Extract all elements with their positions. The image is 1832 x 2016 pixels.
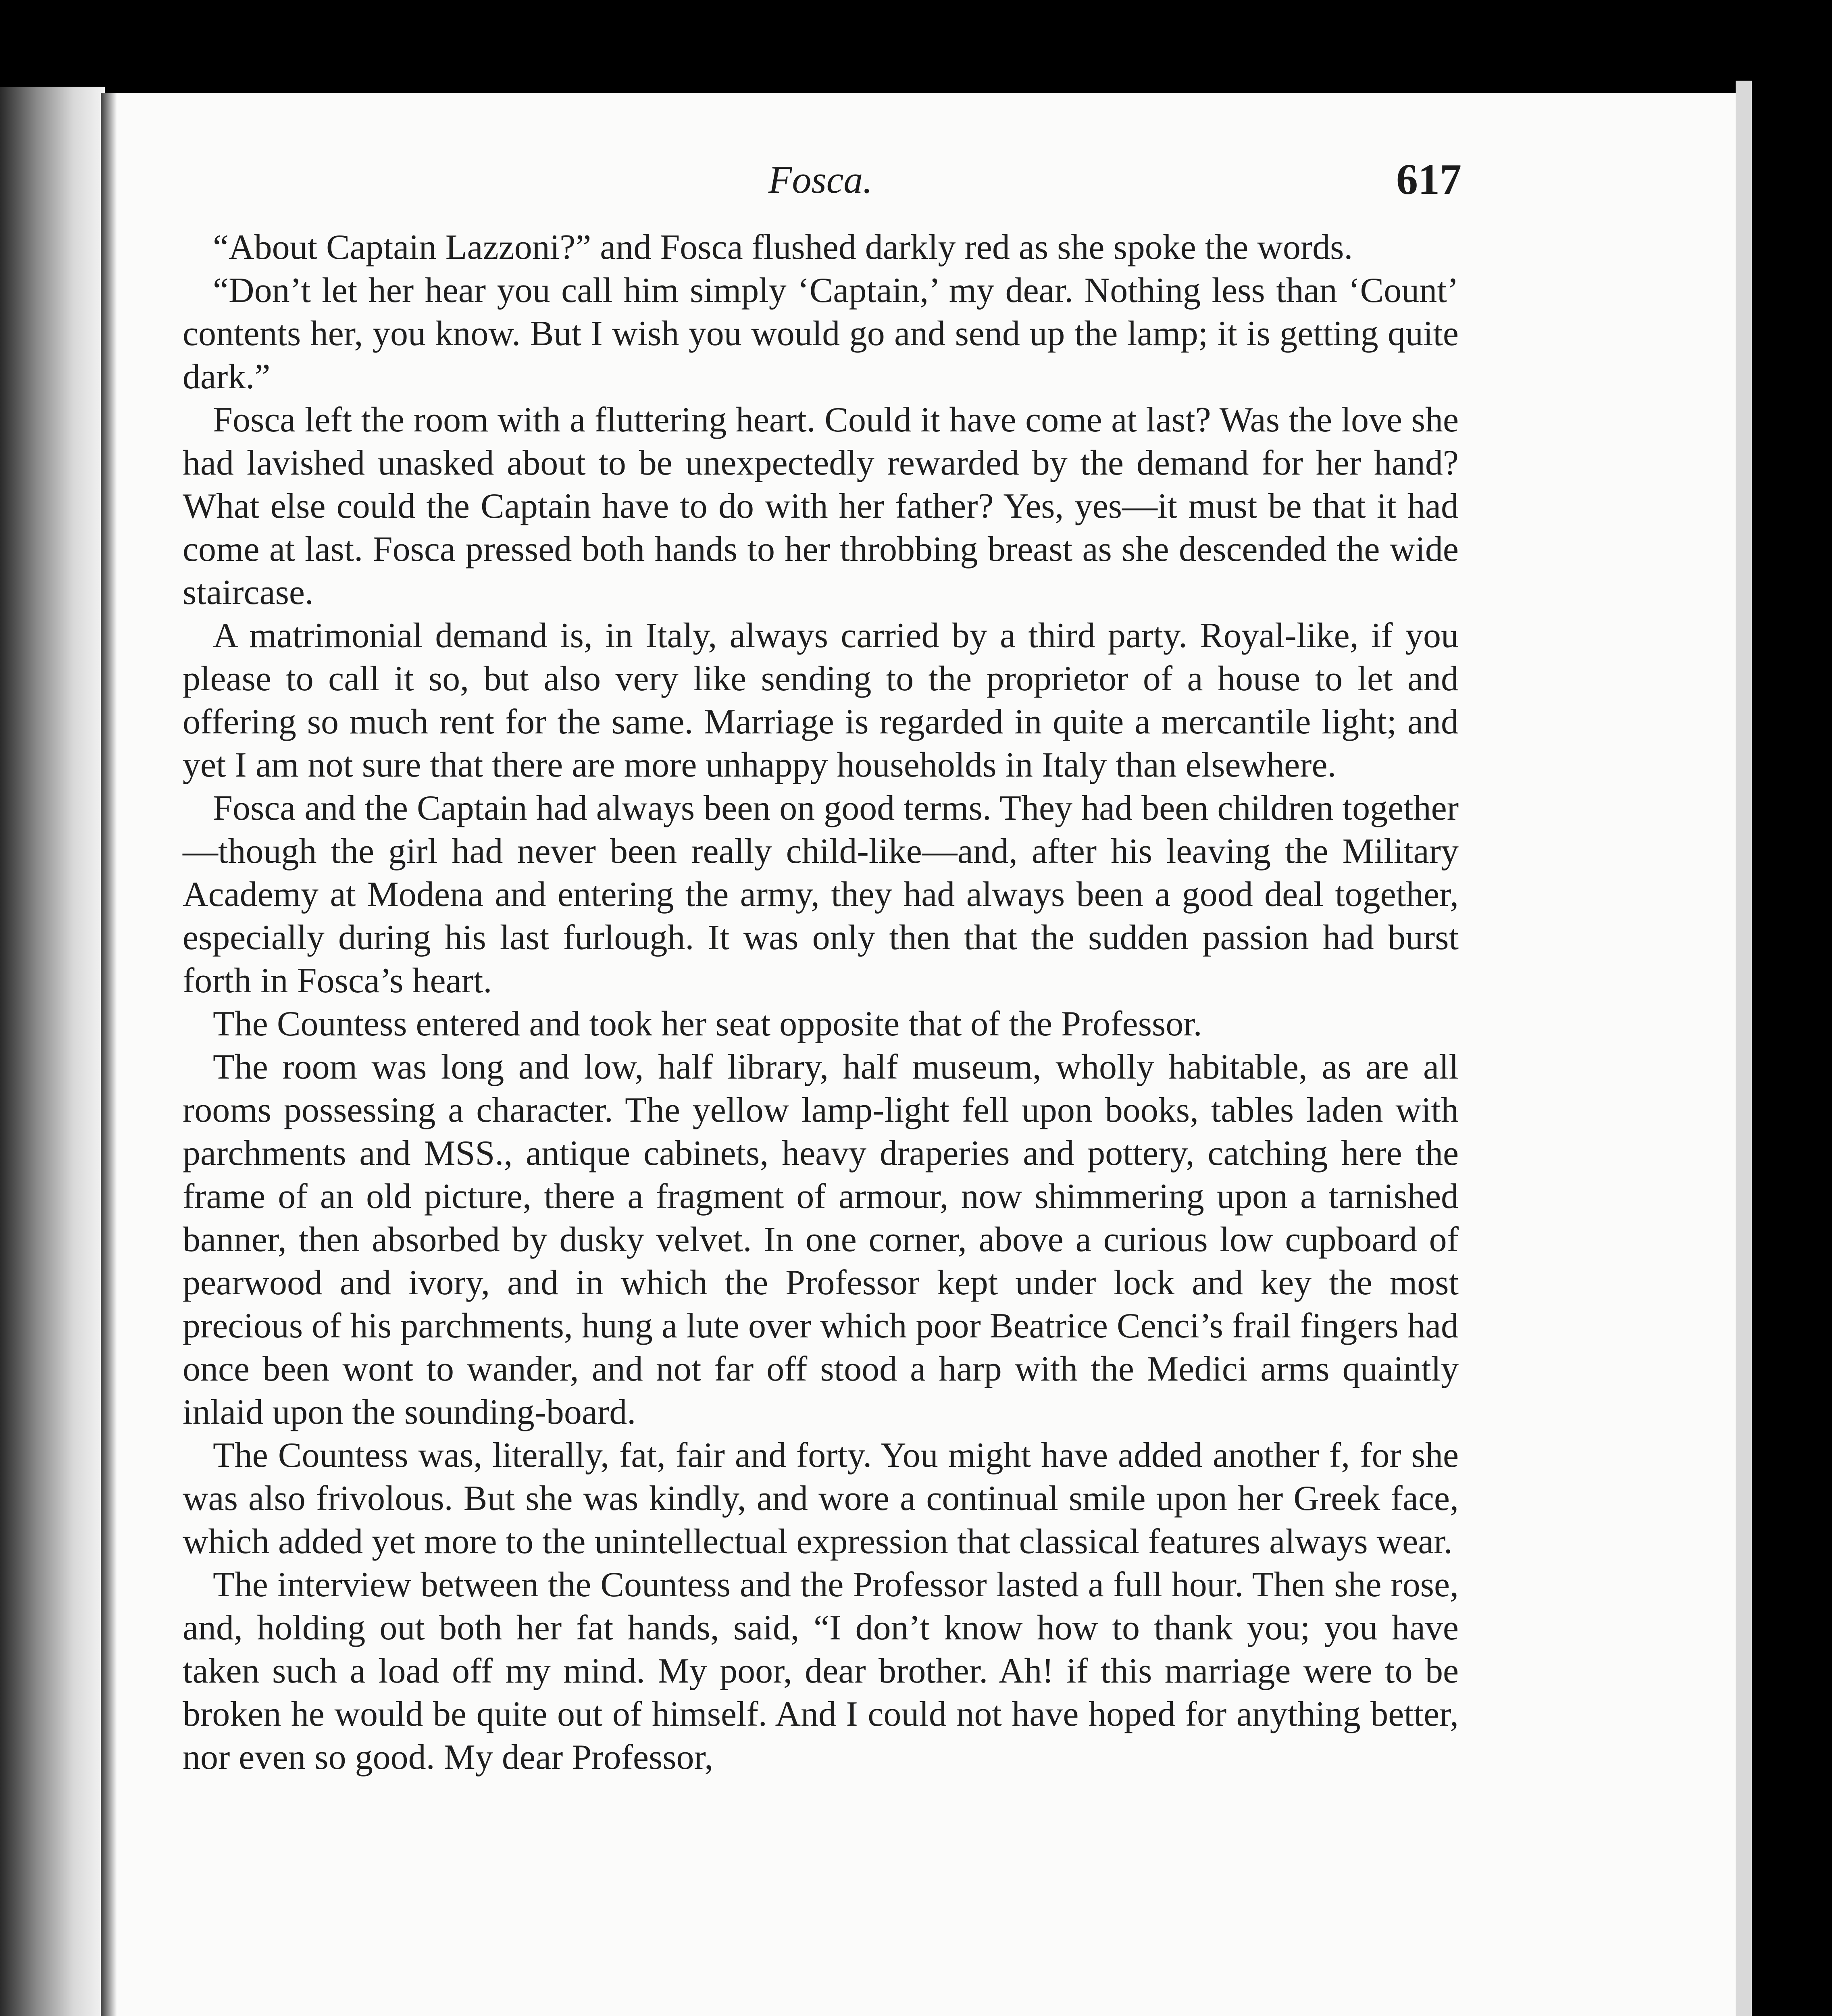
- paragraph: The Countess was, literally, fat, fair and forty. You might have added another f, for she was also frivolous. But she was kindly, and wore a continual smile upon her Greek face, which added yet more to the unintellectual expression that classical features always wear.: [183, 1436, 1459, 1561]
- running-title: Fosca.: [768, 158, 873, 201]
- page-number: 617: [1396, 156, 1461, 204]
- facing-page-edge: [0, 87, 105, 2016]
- paragraph: “Don’t let her hear you call him simply ‘Captain,’ my dear. Nothing less than ‘Count’ contents her, you know. But I wish you would go and send up the lamp; it is getting quite dark.”: [183, 271, 1459, 396]
- page-edge-right: [1736, 81, 1752, 2016]
- paragraph: The interview between the Countess and the Professor lasted a full hour. Then she rose, and, holding out both her fat hands, said, “I don’t know how to thank you; you have taken such a load off my mind. My poor, dear brother. Ah! if this marriage were to be broken he would be quite out of himself. And I could not have hoped for anything better, nor even so good. My dear Professor,: [183, 1565, 1459, 1777]
- paragraph: A matrimonial demand is, in Italy, always carried by a third party. Royal-like, if you please to call it so, but also very like sending to the proprietor of a house to let and offering so much rent for the same. Marriage is regarded in quite a mercantile light; and yet I am not sure that there are more unhappy households in Italy than elsewhere.: [183, 616, 1459, 785]
- paragraph: Fosca and the Captain had always been on good terms. They had been children together—though the girl had never been really child-like—and, after his leaving the Military Academy at Modena and entering the army, they had always been a good deal together, especially during his last furlough. It was only then that the sudden passion had burst forth in Fosca’s heart.: [183, 789, 1459, 1000]
- page-gutter-shadow: [101, 93, 117, 2016]
- running-header: [179, 157, 1461, 214]
- paragraph: The Countess entered and took her seat opposite that of the Professor.: [213, 1004, 1202, 1043]
- paragraph: The room was long and low, half library, half museum, wholly habitable, as are all rooms possessing a character. The yellow lamp-light fell upon books, tables laden with parchments and MSS., antique cabinets, heavy draperies and pottery, catching here the frame of an old picture, there a fragment of armour, now shimmering upon a tarnished banner, then absorbed by dusky velvet. In one corner, above a curious low cupboard of pearwood and ivory, and in which the Professor kept under lock and key the most precious of his parchments, hung a lute over which poor Beatrice Cenci’s frail fingers had once been wont to wander, and not far off stood a harp with the Medici arms quaintly inlaid upon the sounding-board.: [183, 1048, 1459, 1432]
- paragraph: “About Captain Lazzoni?” and Fosca flushed darkly red as she spoke the words.: [213, 228, 1353, 267]
- paragraph: Fosca left the room with a fluttering heart. Could it have come at last? Was the love she had lavished unasked about to be unexpectedly rewarded by the demand for her hand? What else could the Captain have to do with her father? Yes, yes—it must be that it had come at last. Fosca pressed both hands to her throbbing breast as she descended the wide staircase.: [183, 400, 1459, 612]
- body-text: [183, 226, 1459, 2016]
